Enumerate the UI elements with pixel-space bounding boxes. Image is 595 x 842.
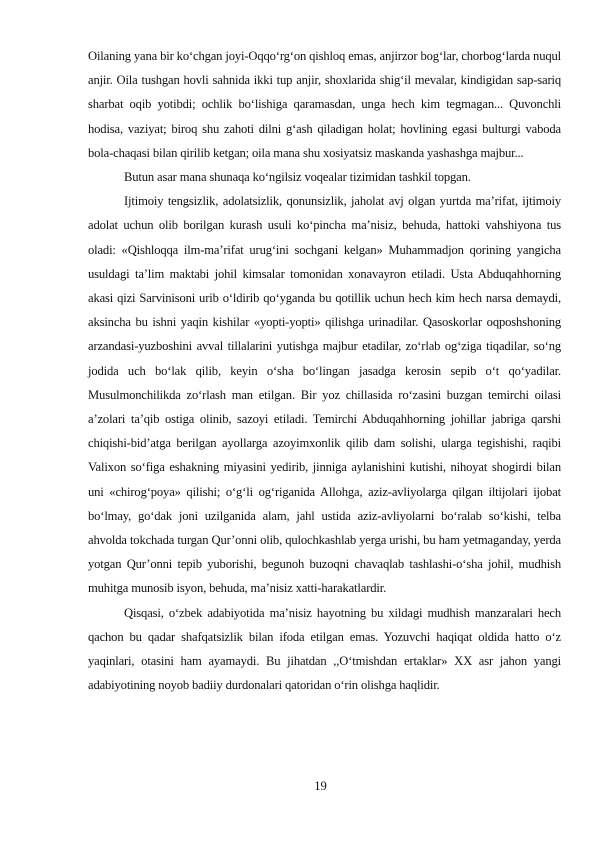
- page-body: [88, 44, 561, 697]
- paragraph: Oilaning yana bir ko‘chgan joyi-Oqqo‘rg‘on qishloq emas, anjirzor bog‘lar, chorbog‘larda nuqul anjir. Oila tushgan hovli sahnida ikki tup anjir, shoxlarida shig‘il mevalar, kindigidan sap-sariq sharbat oqib yotibdi; ochlik bo‘lishiga qaramasdan, unga hech kim tegmagan... Quvonchli hodisa, vaziyat; biroq shu zahoti dilni g‘ash qiladigan holat; hovlining egasi bulturgi vaboda bola-chaqasi bilan qirilib ketgan; oila mana shu xosiyatsiz maskanda yashashga majbur...: [88, 49, 561, 160]
- paragraph: Butun asar mana shunaqa ko‘ngilsiz voqealar tizimidan tashkil topgan.: [124, 170, 471, 185]
- paragraph: Qisqasi, o‘zbek adabiyotida ma’nisiz hayotning bu xildagi mudhish manzaralari hech qachon bu qadar shafqatsizlik bilan ifoda etilgan emas. Yozuvchi haqiqat oldida hatto o‘z yaqinlari, otasini ham ayamaydi. Bu jihatdan ,,O‘tmishdan ertaklar» XX asr jahon yangi adabiyotining noyob badiiy durdonalari qatoridan o‘rin olishga haqlidir.: [88, 605, 561, 693]
- paragraph: Ijtimoiy tengsizlik, adolatsizlik, qonunsizlik, jaholat avj olgan yurtda ma’rifat, ijtimoiy adolat uchun olib borilgan kurash usuli ko‘pincha ma’nisiz, behuda, hattoki vahshiyona tus oladi: «Qishloqqa ilm-ma’rifat urug‘ini sochgani kelgan» Muhammadjon qorining yangicha usuldagi ta’lim maktabi johil kimsalar tomonidan xonavayron etiladi. Usta Abduqahhorning akasi qizi Sarvinisoni urib o‘ldirib qo‘yganda bu qotillik uchun hech kim hech narsa demaydi, aksincha bu ishni yaqin kishilar «yopti-yopti» qilishga urinadilar. Qasoskorlar oqposhshoning arzandasi-yuzboshini avval tillalarini yutishga majbur etadilar, zo‘rlab og‘ziga tiqadilar, so‘ng jodida uch bo‘lak qilib, keyin o‘sha bo‘lingan jasadga kerosin sepib o‘t qo‘yadilar. Musulmonchilikda zo‘rlash man etilgan. Bir yoz chillasida ro‘zasini buzgan temirchi oilasi a’zolari ta’qib ostiga olinib, sazoyi etiladi. Temirchi Abduqahhorning johillar jabriga qarshi chiqishi-bid’atga berilgan ayollarga azoyimxonlik qilib dam solishi, ularga tegishishi, raqibi Valixon so‘figa eshakning miyasini yedirib, jinniga aylanishini kutishi, nihoyat shogirdi bilan uni «chirog‘poya» qilishi; o‘g‘li og‘riganida Allohga, aziz-avliyolarga qilgan iltijolari ijobat bo‘lmay, go‘dak joni uzilganida alam, jahl ustida aziz-avliyolarni bo‘ralab so‘kishi, telba ahvolda tokchada turgan Qur’onni olib, qulochkashlab yerga urishi, bu ham yetmaganday, yerda yotgan Qur’onni tepib yuborishi, begunoh buzoqni chavaqlab tashlashi-o‘sha johil, mudhish muhitga munosib isyon, behuda, ma’nisiz xatti-harakatlardir.: [88, 194, 561, 596]
- page-number: 19: [314, 779, 327, 793]
